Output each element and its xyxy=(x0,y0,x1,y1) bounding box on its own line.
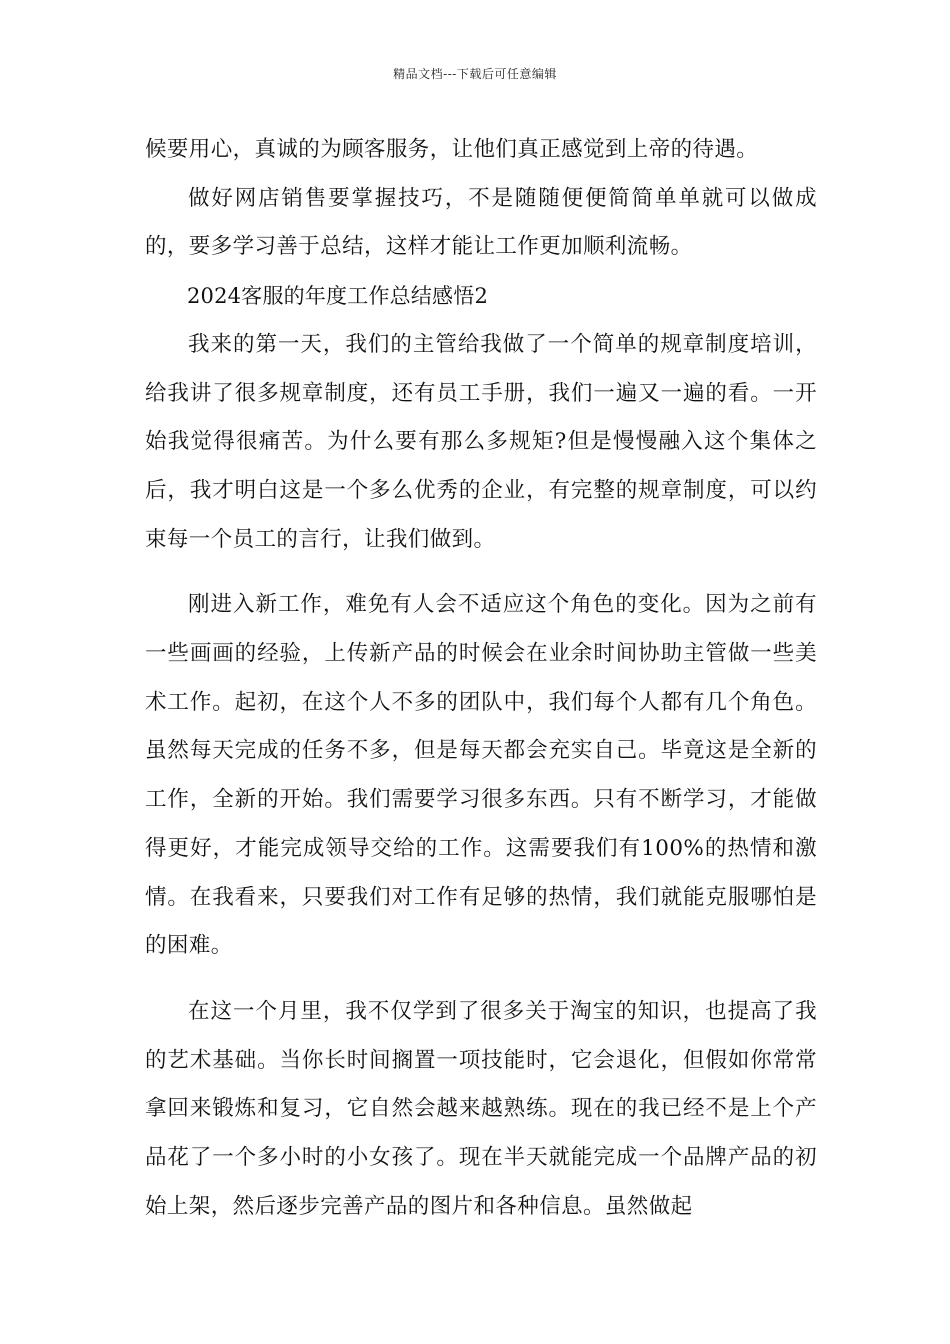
paragraph-sales-tips: 做好网店销售要掌握技巧，不是随随便便简简单单就可以做成的，要多学习善于总结，这样才能让工作更加顺利流畅。 xyxy=(145,185,817,260)
paragraph-first-day: 我来的第一天，我们的主管给我做了一个简单的规章制度培训，给我讲了很多规章制度，还有员工手册，我们一遍又一遍的看。一开始我觉得很痛苦。为什么要有那么多规矩?但是慢慢融入这个集体之后，我才明白这是一个多么优秀的企业，有完整的规章制度，可以约束每一个员工的言行，让我们做到。 xyxy=(145,331,817,552)
paragraph-this-month: 在这一个月里，我不仅学到了很多关于淘宝的知识，也提高了我的艺术基础。当你长时间搁置一项技能时，它会退化，但假如你常常拿回来锻炼和复习，它自然会越来越熟练。现在的我已经不是上个产品花了一个多小时的小女孩了。现在半天就能完成一个品牌产品的初始上架，然后逐步完善产品的图片和各种信息。虽然做起 xyxy=(145,998,817,1219)
page-header: 精品文档---下载后可任意编辑 xyxy=(393,67,557,81)
paragraph-continued: 候要用心，真诚的为顾客服务，让他们真正感觉到上帝的待遇。 xyxy=(145,137,759,162)
document-body xyxy=(145,126,817,1231)
section-heading: 2024客服的年度工作总结感悟2 xyxy=(187,284,489,309)
paragraph-new-job: 刚进入新工作，难免有人会不适应这个角色的变化。因为之前有一些画画的经验，上传新产品的时候会在业余时间协助主管做一些美术工作。起初，在这个人不多的团队中，我们每个人都有几个角色。虽然每天完成的任务不多，但是每天都会充实自己。毕竟这是全新的工作，全新的开始。我们需要学习很多东西。只有不断学习，才能做得更好，才能完成领导交给的工作。这需要我们有100%的热情和激情。在我看来，只要我们对工作有足够的热情，我们就能克服哪怕是的困难。 xyxy=(145,592,817,959)
